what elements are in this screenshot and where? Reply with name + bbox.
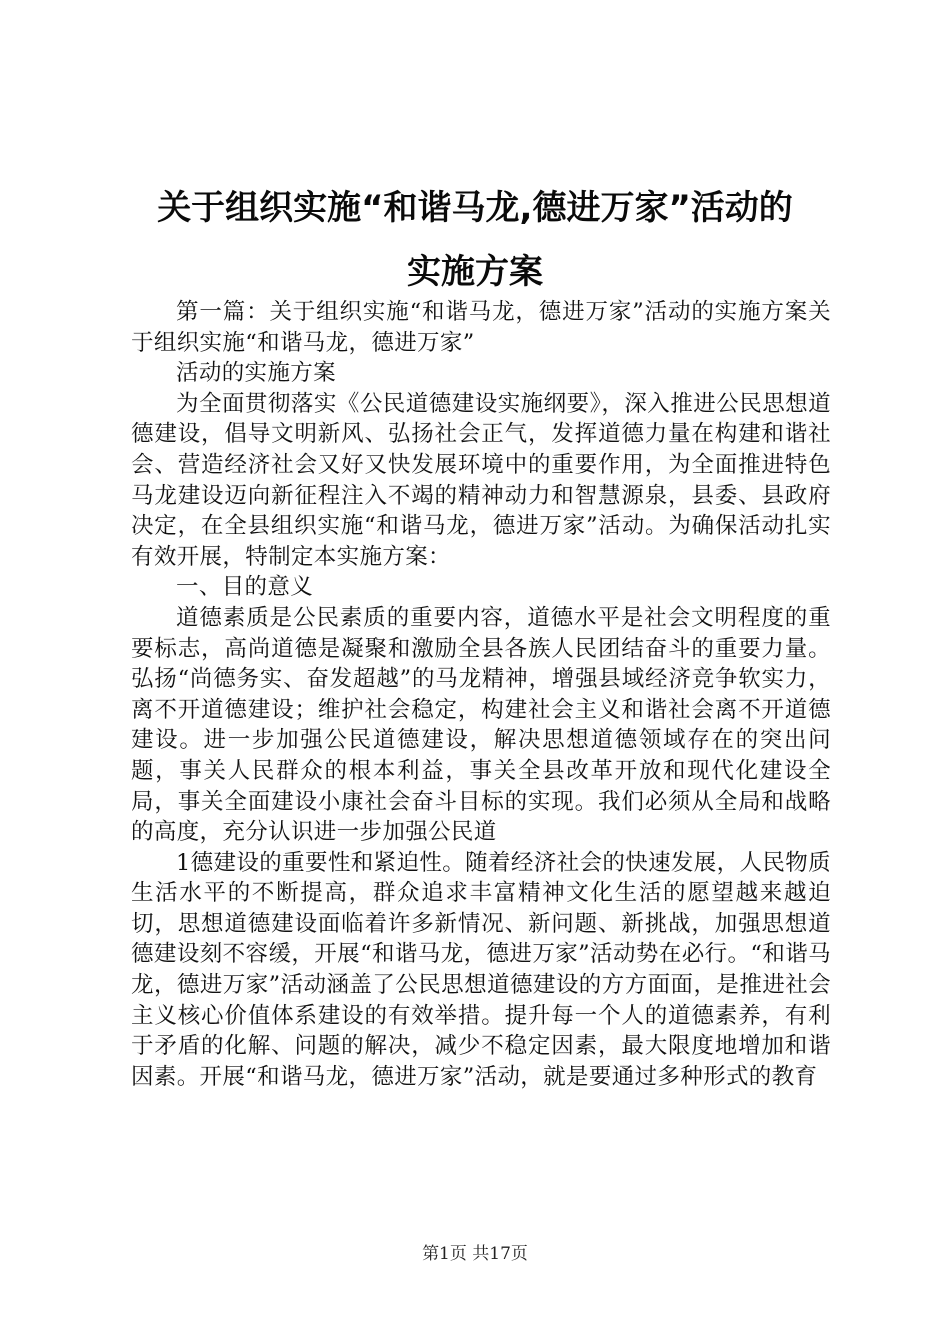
title-line-2: 实施方案 <box>407 252 543 292</box>
paragraph-continuation: 1德建设的重要性和紧迫性。随着经济社会的快速发展，人民物质生活水平的不断提高，群众追求丰富精神文化生活的愿望越来越迫切，思想道德建设面临着许多新情况、新问题、新挑战，加强思想道德建设刻不容缓，开展“和谐马龙，德进万家”活动势在必行。“和谐马龙，德进万家”活动涵盖了公民思想道德建设的方方面面，是推进社会主义核心价值体系建设的有效举措。提升每一个人的道德素养，有利于矛盾的化解、问题的解决，减少不稳定因素，最大限度地增加和谐因素。开展“和谐马龙，德进万家”活动，就是要通过多种形式的教育 <box>131 849 831 1090</box>
page-number-footer: 第1页 共17页 <box>422 1244 528 1264</box>
document-body <box>131 297 831 1092</box>
section-heading-purpose: 一、目的意义 <box>176 574 314 601</box>
title-line-1: 关于组织实施“和谐马龙,德进万家”活动的 <box>157 188 793 228</box>
paragraph-purpose: 道德素质是公民素质的重要内容，道德水平是社会文明程度的重要标志，高尚道德是凝聚和激励全县各族人民团结奋斗的重要力量。弘扬“尚德务实、奋发超越”的马龙精神，增强县域经济竞争软实力，离不开道德建设；维护社会稳定，构建社会主义和谐社会离不开道德建设。进一步加强公民道德建设，解决思想道德领域存在的突出问题，事关人民群众的根本利益，事关全县改革开放和现代化建设全局，事关全面建设小康社会奋斗目标的实现。我们必须从全局和战略的高度，充分认识进一步加强公民道 <box>131 604 831 846</box>
document-title <box>120 176 830 304</box>
paragraph-intro: 为全面贯彻落实《公民道德建设实施纲要》，深入推进公民思想道德建设，倡导文明新风、弘扬社会正气，发挥道德力量在构建和谐社会、营造经济社会又好又快发展环境中的重要作用，为全面推进特色马龙建设迈向新征程注入不竭的精神动力和智慧源泉，县委、县政府决定，在全县组织实施“和谐马龙，德进万家”活动。为确保活动扎实有效开展，特制定本实施方案： <box>131 390 831 570</box>
paragraph-heading-part2: 活动的实施方案 <box>176 360 336 387</box>
paragraph-heading-part1: 第一篇：关于组织实施“和谐马龙，德进万家”活动的实施方案关于组织实施“和谐马龙，德进万家” <box>131 299 831 356</box>
